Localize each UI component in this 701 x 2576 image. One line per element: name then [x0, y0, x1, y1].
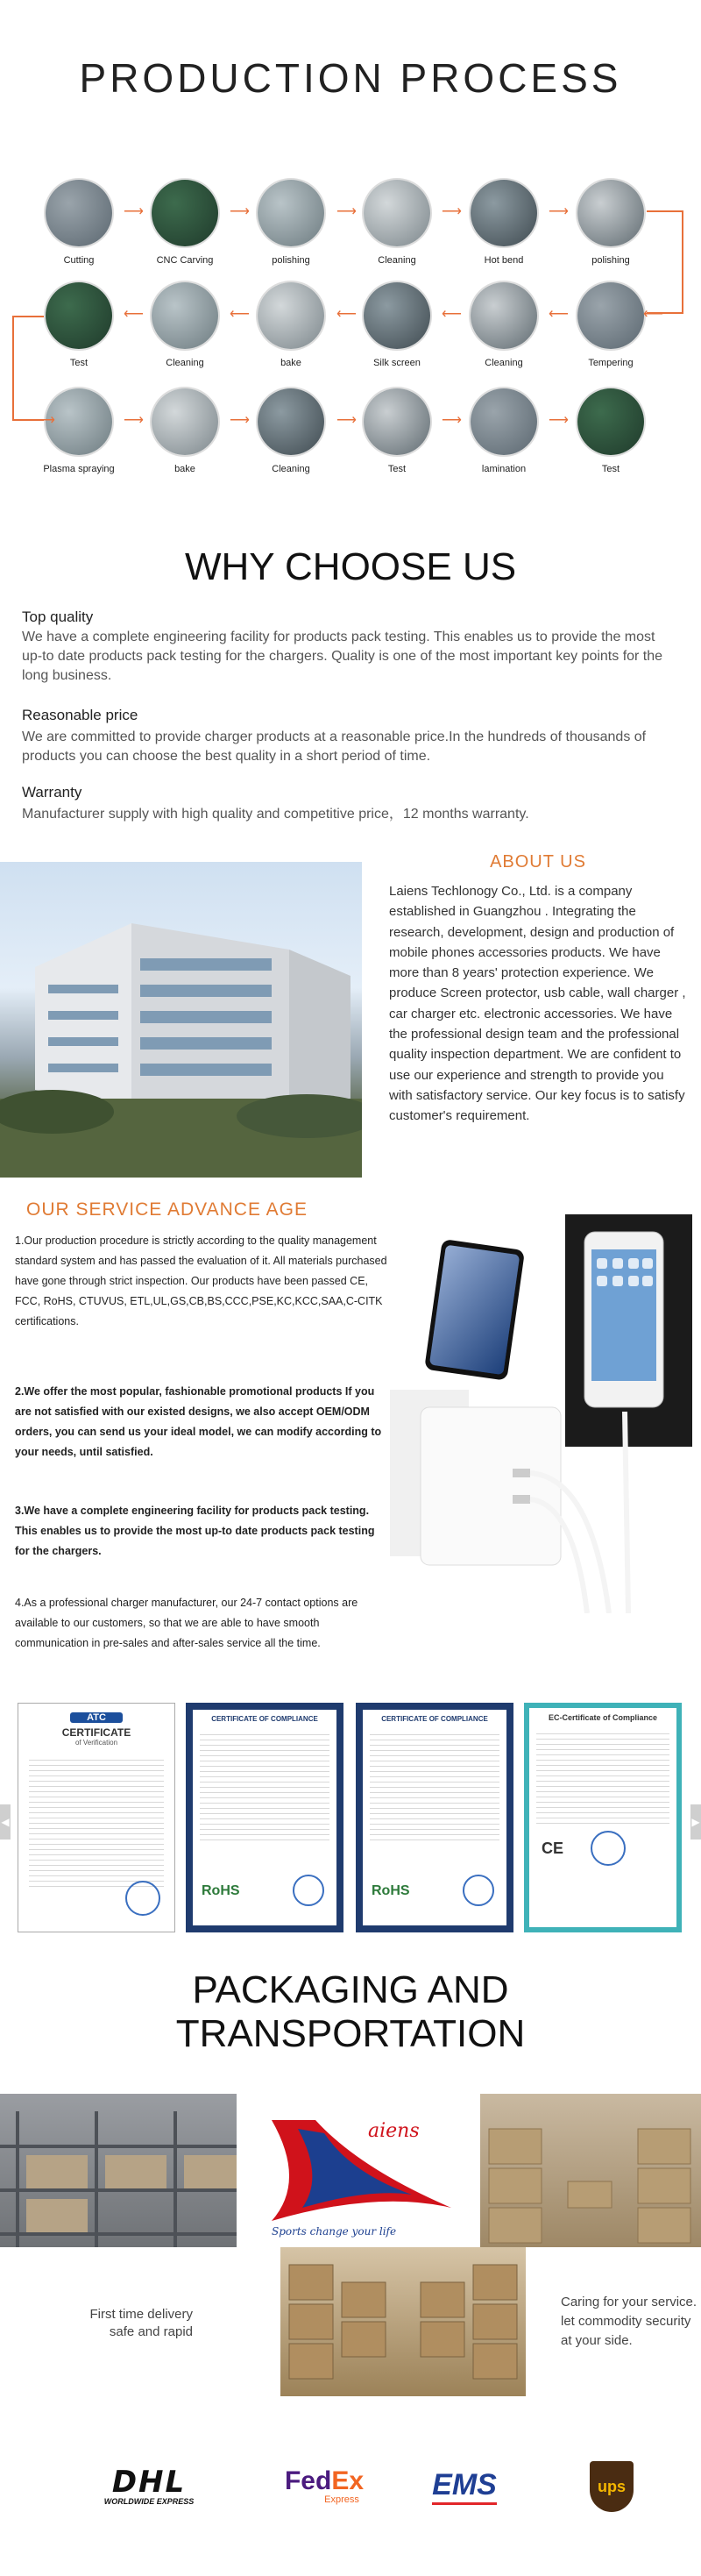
caring-line-1: Caring for your service.: [561, 2295, 697, 2309]
arrow-right-icon: ⟶: [35, 413, 55, 428]
production-title: PRODUCTION PROCESS: [79, 55, 622, 101]
certificate-compliance-1: [186, 1703, 343, 1932]
certificate-compliance-2: [356, 1703, 513, 1932]
arrow-right-icon: ⟶: [442, 204, 462, 219]
process-step-label: Cleaning: [485, 358, 523, 368]
advantage-point-2: 2.We offer the most popular, fashionable promotional products If you are not satisfied with our existed designs, we also accept OEM/ODM orders, you can send us your ideal model, we can modify according to your needs, until satisfied.: [15, 1385, 382, 1458]
process-step-label: bake: [174, 464, 195, 474]
process-step: [349, 281, 445, 368]
process-step-label: Cutting: [63, 255, 95, 266]
delivery-line-1: First time delivery: [89, 2307, 193, 2322]
process-step: [563, 281, 659, 368]
arrow-left-icon: ⟵: [124, 307, 144, 322]
warehouse-photo-right: [480, 2094, 701, 2247]
charger-product-image: [390, 1214, 692, 1613]
process-step: [243, 387, 339, 474]
brand-logo: [237, 2094, 480, 2247]
process-step-label: bake: [280, 358, 301, 368]
process-photo: [362, 387, 432, 457]
arrow-left-icon: ⟵: [230, 307, 250, 322]
arrow-right-icon: ⟶: [549, 413, 569, 428]
factory-building-photo: [0, 862, 362, 1178]
fedex-logo: [272, 2460, 377, 2513]
delivery-line-2: safe and rapid: [109, 2324, 193, 2339]
arrow-right-icon: ⟶: [124, 204, 144, 219]
process-step: [563, 178, 659, 266]
arrow-right-icon: ⟶: [230, 413, 250, 428]
about-title: ABOUT US: [490, 852, 586, 872]
cert4-title: EC-Certificate of Compliance: [548, 1713, 658, 1722]
process-photo: [150, 178, 220, 248]
arrow-left-icon: ⟵: [336, 307, 357, 322]
delivery-text: [53, 2306, 193, 2341]
process-step-label: Cleaning: [272, 464, 310, 474]
process-photo: [576, 178, 646, 248]
process-photo: [362, 178, 432, 248]
process-photo: [150, 281, 220, 351]
atc-title: CERTIFICATE: [61, 1726, 131, 1739]
packaging-title-line2: TRANSPORTATION: [175, 2012, 526, 2055]
cert2-title: CERTIFICATE OF COMPLIANCE: [211, 1715, 318, 1723]
carousel-prev-button[interactable]: ◀: [0, 1804, 11, 1839]
process-photo: [576, 281, 646, 351]
ups-shield: ups: [590, 2461, 634, 2512]
process-photo: [44, 178, 114, 248]
dhl-logo: [66, 2460, 232, 2513]
process-step: [31, 178, 127, 266]
rohs-mark: RoHS: [202, 1883, 240, 1898]
certificate-ec: [524, 1703, 682, 1932]
process-step: [456, 178, 552, 266]
arrow-right-icon: ⟶: [124, 413, 144, 428]
arrow-right-icon: ⟶: [230, 204, 250, 219]
caring-line-2: let commodity security: [561, 2314, 691, 2329]
process-step-label: Cleaning: [378, 255, 416, 266]
fedex-sub: Express: [324, 2494, 359, 2505]
process-step-label: polishing: [272, 255, 310, 266]
fedex-fed: Fed: [284, 2466, 332, 2495]
process-step-label: Test: [387, 464, 407, 474]
why-text-quality: We have a complete engineering facility for products pack testing. This enables us to provide the most up-to date products pack testing for the chargers. Quality is one of the most important key points for the long business.: [22, 630, 663, 683]
process-step-label: Cleaning: [166, 358, 204, 368]
atc-sub: of Verification: [74, 1739, 118, 1747]
process-step-label: Test: [69, 358, 89, 368]
caring-text: [561, 2293, 701, 2351]
seal-icon: [125, 1881, 160, 1916]
process-photo: [469, 387, 539, 457]
process-step: [137, 387, 233, 474]
arrow-right-icon: ⟶: [549, 204, 569, 219]
process-step-label: Hot bend: [484, 255, 524, 266]
process-step-label: CNC Carving: [156, 255, 214, 266]
process-photo: [469, 281, 539, 351]
warehouse-photo-center: [280, 2247, 526, 2396]
process-step: [137, 281, 233, 368]
rohs-mark: RoHS: [372, 1883, 410, 1898]
ems-text: EMS: [432, 2468, 497, 2505]
arrow-right-icon: ⟶: [336, 204, 357, 219]
why-heading-quality: Top quality: [22, 608, 94, 625]
ups-logo: [585, 2460, 638, 2513]
process-step: [243, 178, 339, 266]
connector-left: [12, 316, 44, 421]
process-step-label: lamination: [481, 464, 527, 474]
advantage-title: OUR SERVICE ADVANCE AGE: [26, 1199, 308, 1220]
fedex-ex: Ex: [331, 2466, 365, 2495]
dhl-sub: WORLDWIDE EXPRESS: [103, 2497, 195, 2506]
process-step-label: polishing: [591, 255, 630, 266]
process-photo: [44, 281, 114, 351]
process-photo: [150, 387, 220, 457]
seal-icon: [463, 1875, 494, 1906]
process-photo: [256, 281, 326, 351]
process-photo: [256, 178, 326, 248]
carousel-next-button[interactable]: ▶: [690, 1804, 701, 1839]
advantage-point-4: 4.As a professional charger manufacturer, our 24-7 contact options are available to our customers, so that we are able to have smooth communication in pre-sales and after-sales service all the time.: [15, 1597, 358, 1649]
ems-logo: [407, 2460, 521, 2513]
why-heading-warranty: Warranty: [22, 784, 82, 801]
warehouse-photo-left: [0, 2094, 237, 2247]
process-step: [31, 387, 127, 474]
process-step: [243, 281, 339, 368]
process-photo: [362, 281, 432, 351]
brand-slogan: Sports change your life: [272, 2225, 397, 2238]
why-text-warranty: Manufacturer supply with high quality and competitive price，12 months warranty.: [22, 807, 529, 822]
process-step-label: Silk screen: [373, 358, 421, 368]
brand-name: aiens: [368, 2120, 420, 2142]
process-step: [349, 387, 445, 474]
process-step: [456, 387, 552, 474]
seal-icon: [591, 1831, 626, 1866]
why-heading-price: Reasonable price: [22, 707, 138, 723]
process-photo: [469, 178, 539, 248]
arrow-right-icon: ⟶: [442, 413, 462, 428]
seal-icon: [293, 1875, 324, 1906]
dhl-text: DHL: [111, 2465, 187, 2500]
process-photo: [576, 387, 646, 457]
process-step: [456, 281, 552, 368]
atc-badge: ATC: [70, 1712, 123, 1723]
arrow-left-icon: ⟵: [549, 307, 569, 322]
process-step: [563, 387, 659, 474]
advantage-point-3: 3.We have a complete engineering facility for products pack testing. This enables us to provide the most up-to date products pack testing for the chargers.: [15, 1505, 375, 1557]
advantage-point-1: 1.Our production procedure is strictly according to the quality management standard system and has passed the evaluation of it. All materials purchased have gone through strict inspection. Our products have been passed CE, FCC, RoHS, CTUVUS, ETL,UL,GS,CB,BS,CCC,PSE,KC,KCC,SAA,C-CITK certifications.: [15, 1235, 387, 1327]
fedex-wordmark: [285, 2468, 364, 2494]
arrow-left-icon: ⟵: [643, 307, 663, 322]
ce-mark: CE: [542, 1839, 564, 1857]
why-title: WHY CHOOSE US: [184, 545, 517, 588]
process-step: [31, 281, 127, 368]
caring-line-3: at your side.: [561, 2333, 633, 2348]
arrow-left-icon: ⟵: [442, 307, 462, 322]
cert3-title: CERTIFICATE OF COMPLIANCE: [381, 1715, 488, 1723]
process-step: [349, 178, 445, 266]
arrow-right-icon: ⟶: [336, 413, 357, 428]
process-step-label: Plasma spraying: [43, 464, 115, 474]
process-photo: [256, 387, 326, 457]
why-text-price: We are committed to provide charger products at a reasonable price.In the hundreds of thousands of products you can choose the best quality in a short period of time.: [22, 729, 647, 764]
packaging-title: [0, 1968, 701, 2056]
packaging-title-line1: PACKAGING AND: [192, 1968, 509, 2011]
process-step: [137, 178, 233, 266]
process-step-label: Test: [601, 464, 620, 474]
connector-right: [647, 210, 683, 314]
certificate-atc: [18, 1703, 175, 1932]
process-step-label: Tempering: [588, 358, 634, 368]
about-text: Laiens Techlonogy Co., Ltd. is a company established in Guangzhou . Integrating the research, development, design and production of mobile phones accessories products. We have more than 8 years' protection experience. We produce Screen protector, usb cable, wall charger , car charger etc. electronic accessories. We have the professional design team and the professional quality inspection department. We are confident to use our experience and strength to provide you with satisfactory service. Our key focus is to satisfy customer's requirement.: [389, 884, 686, 1124]
